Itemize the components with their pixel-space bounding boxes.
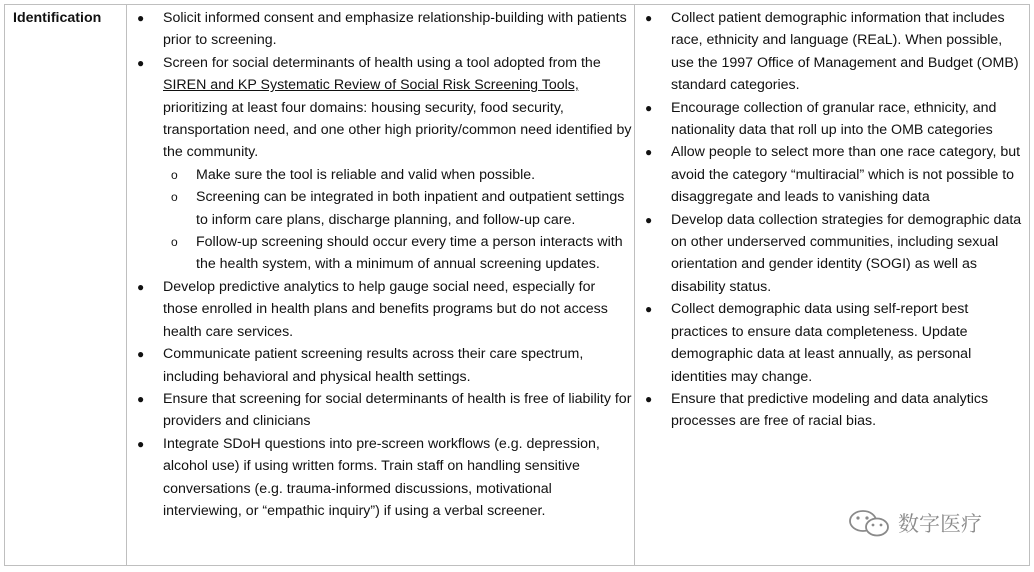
bullet-icon: ● [137, 55, 145, 70]
circle-bullet-icon: o [171, 235, 178, 250]
bullet-icon: ● [137, 391, 145, 406]
watermark-text: 数字医疗 [898, 512, 982, 536]
bullet-icon: ● [137, 436, 145, 451]
item-text: Ensure that screening for social determinants of health is free of liability for providers and clinicians [163, 390, 632, 430]
sub-list-item [133, 231, 633, 276]
item-text: Collect demographic data using self-report best practices to ensure data completeness. Update demographic data at least annually, as personal identities may change. [671, 301, 972, 385]
list-item [641, 7, 1029, 97]
list-item [133, 7, 633, 52]
list-item [133, 343, 633, 388]
row-header: Identification [13, 10, 102, 26]
social-determinants-column [133, 7, 633, 522]
bullet-icon: ● [137, 347, 145, 362]
bullet-icon: ● [645, 212, 653, 227]
bullet-icon: ● [645, 302, 653, 317]
item-text: Develop data collection strategies for demographic data on other underserved communities, including sexual orientation and gender identity (SOGI) as well as disability status. [671, 211, 1022, 295]
item-text: Integrate SDoH questions into pre-screen workflows (e.g. depression, alcohol use) if using written forms. Train staff on handling sensitive conversations (e.g. trauma-informed discussions, motivational interviewing, or “empathic inquiry”) if using a verbal screener. [163, 435, 600, 519]
item-text: Communicate patient screening results across their care spectrum, including behavioral and physical health settings. [163, 346, 584, 385]
bullet-icon: ● [645, 100, 653, 115]
bullet-icon: ● [645, 11, 653, 25]
item-text: Ensure that predictive modeling and data analytics processes are free of racial bias. [671, 390, 989, 430]
circle-bullet-icon: o [171, 190, 178, 205]
bullet-icon: ● [645, 145, 653, 160]
item-text: Screening can be integrated in both inpatient and outpatient settings to inform care plans, discharge planning, and follow-up care. [196, 189, 625, 228]
column-divider [634, 5, 635, 565]
item-text: Encourage collection of granular race, ethnicity, and nationality data that roll up into the OMB categories [671, 99, 997, 139]
item-text: Follow-up screening should occur every time a person interacts with the health system, with a minimum of annual screening updates. [196, 234, 623, 273]
wechat-icon [848, 508, 892, 538]
sub-list-item [133, 164, 633, 186]
item-text: Solicit informed consent and emphasize relationship-building with patients prior to screening. [163, 10, 627, 49]
column-divider [126, 5, 127, 565]
recommendations-table [4, 4, 1030, 566]
list-item [133, 276, 633, 343]
bullet-icon: ● [137, 279, 145, 294]
item-text: Make sure the tool is reliable and valid when possible. [196, 166, 536, 183]
list-item [133, 388, 633, 433]
demographics-column [641, 7, 1029, 433]
bullet-icon: ● [645, 391, 653, 406]
list-item [641, 388, 1029, 433]
list-item [133, 52, 633, 164]
siren-review-link[interactable]: SIREN and KP Systematic Review of Social Risk Screening Tools, [163, 77, 579, 94]
item-text-pre: Screen for social determinants of health using a tool adopted from the [163, 54, 601, 71]
list-item [641, 141, 1029, 208]
item-text: Develop predictive analytics to help gauge social need, especially for those enrolled in health plans and benefits programs but do not access health care services. [163, 278, 608, 340]
list-item [133, 433, 633, 523]
wechat-watermark [848, 508, 982, 538]
list-item [641, 298, 1029, 388]
list-item [641, 97, 1029, 142]
item-text: Collect patient demographic information that includes race, ethnicity and language (REaL). When possible, use the 1997 Office of Management and Budget (OMB) standard categories. [671, 10, 1019, 94]
list-item [641, 209, 1029, 299]
item-text-post: prioritizing at least four domains: housing security, food security, transportation need, and one other high priority/common need identified by the community. [163, 99, 632, 161]
item-text: Allow people to select more than one race category, but avoid the category “multiracial” which is not possible to disaggregate and leads to vanishing data [671, 144, 1021, 206]
sub-list-item [133, 186, 633, 231]
circle-bullet-icon: o [171, 167, 178, 182]
bullet-icon: ● [137, 11, 145, 25]
